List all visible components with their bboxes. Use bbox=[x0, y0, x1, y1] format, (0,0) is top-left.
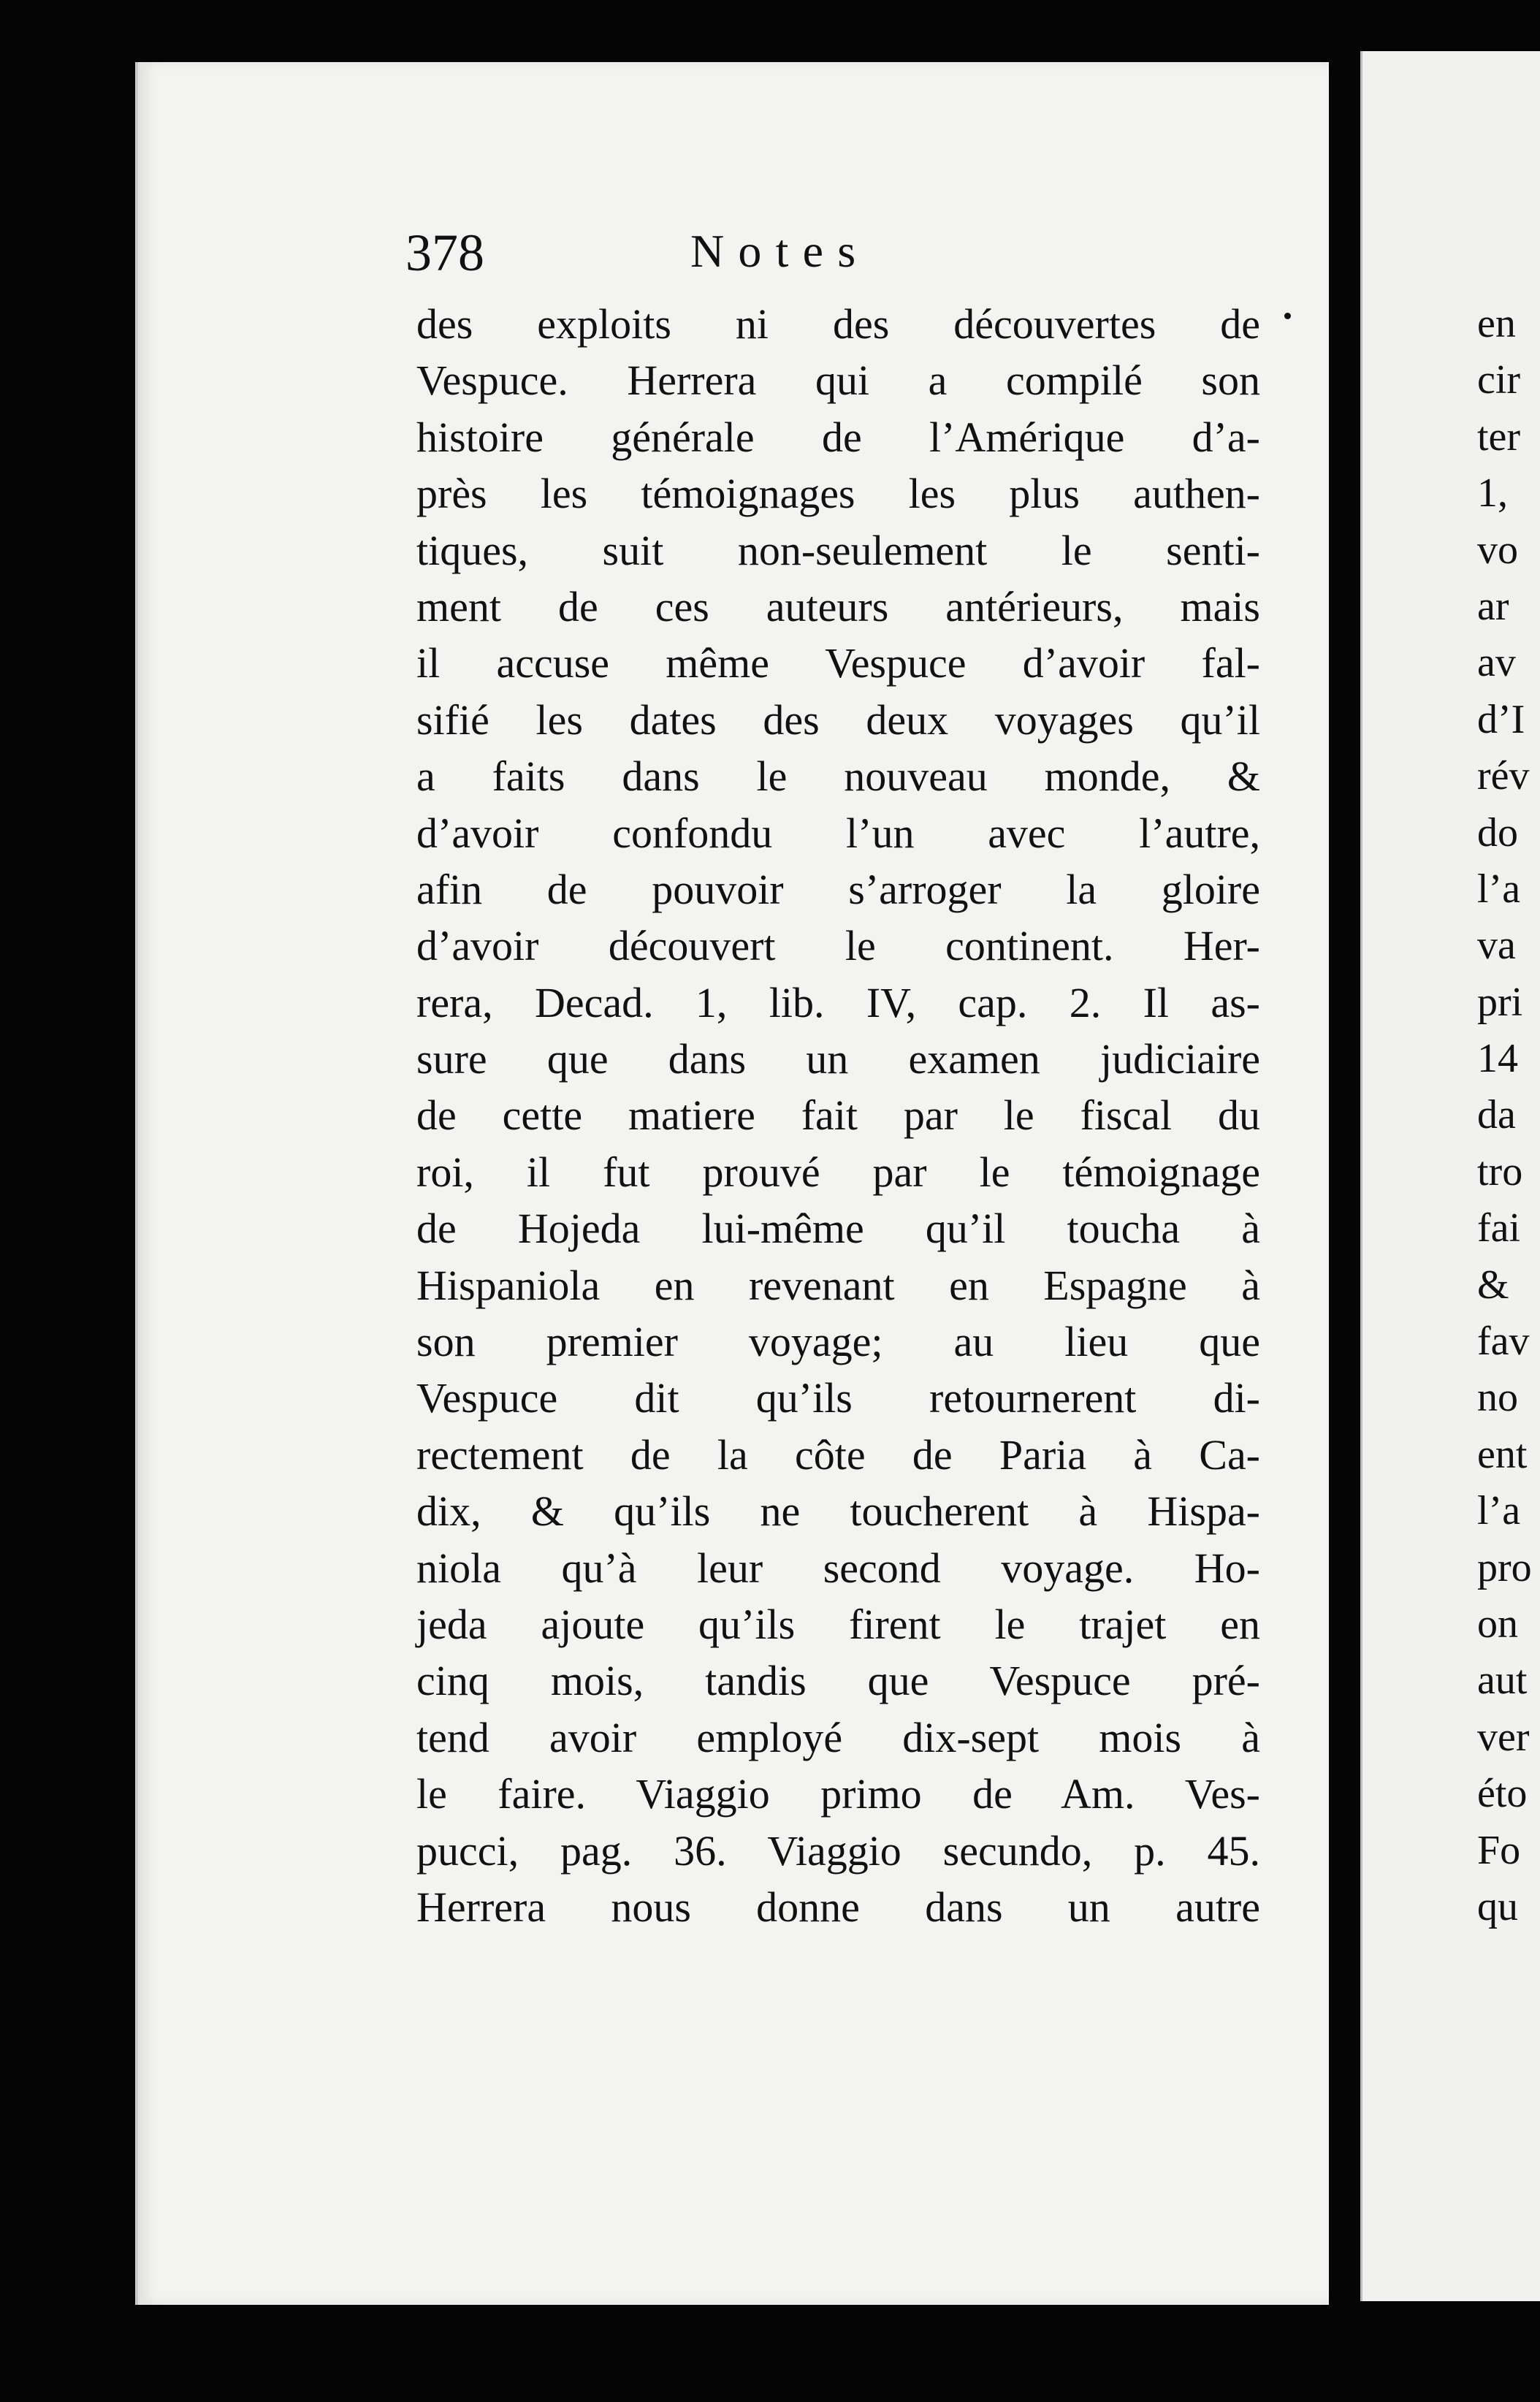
facing-line-fragment: qu bbox=[1477, 1883, 1518, 1929]
facing-line-fragment: cir bbox=[1477, 357, 1521, 403]
facing-line-fragment: 14 bbox=[1477, 1036, 1518, 1082]
text-line: rectement de la côte de Paria à Ca- bbox=[416, 1430, 1260, 1479]
text-line: Vespuce. Herrera qui a compilé son bbox=[416, 357, 1260, 405]
text-line: le faire. Viaggio primo de Am. Ves- bbox=[416, 1770, 1260, 1818]
facing-line-fragment: ter bbox=[1477, 413, 1521, 460]
facing-line-fragment: rév bbox=[1477, 753, 1530, 799]
text-line: afin de pouvoir s’arroger la gloire bbox=[416, 865, 1260, 913]
text-line: cinq mois, tandis que Vespuce pré- bbox=[416, 1657, 1260, 1705]
facing-line-fragment: Fo bbox=[1477, 1827, 1521, 1873]
facing-line-fragment: & bbox=[1477, 1262, 1509, 1308]
text-line: Vespuce dit qu’ils retournerent di- bbox=[416, 1374, 1260, 1422]
text-line: d’avoir découvert le continent. Her- bbox=[416, 922, 1260, 970]
text-line: a faits dans le nouveau monde, & bbox=[416, 752, 1260, 801]
facing-line-fragment: va bbox=[1477, 923, 1516, 969]
facing-line-fragment: en bbox=[1477, 301, 1516, 346]
facing-line-fragment: éto bbox=[1477, 1771, 1528, 1817]
text-line: pucci, pag. 36. Viaggio secundo, p. 45. bbox=[416, 1826, 1260, 1875]
facing-line-fragment: l’a bbox=[1477, 1488, 1521, 1534]
facing-line-fragment: vo bbox=[1477, 527, 1518, 573]
body-text bbox=[416, 296, 1260, 1935]
facing-line-fragment: fav bbox=[1477, 1319, 1530, 1365]
facing-page-text bbox=[1477, 296, 1540, 1935]
text-line: des exploits ni des découvertes de bbox=[416, 300, 1260, 348]
text-line: sure que dans un examen judiciaire bbox=[416, 1035, 1260, 1083]
page-number: 378 bbox=[405, 224, 484, 282]
facing-line-fragment: no bbox=[1477, 1375, 1518, 1421]
text-line: ment de ces auteurs antérieurs, mais bbox=[416, 582, 1260, 630]
text-line: niola qu’à leur second voyage. Ho- bbox=[416, 1544, 1260, 1592]
text-line: son premier voyage; au lieu que bbox=[416, 1318, 1260, 1366]
facing-line-fragment: ent bbox=[1477, 1431, 1528, 1477]
text-line: près les témoignages les plus authen- bbox=[416, 470, 1260, 518]
facing-line-fragment: ver bbox=[1477, 1714, 1530, 1760]
running-head: Notes bbox=[690, 225, 870, 277]
ink-mark bbox=[1284, 313, 1291, 319]
text-line: sifié les dates des deux voyages qu’il bbox=[416, 695, 1260, 744]
text-line: Hispaniola en revenant en Espagne à bbox=[416, 1261, 1260, 1309]
facing-line-fragment: pro bbox=[1477, 1544, 1532, 1590]
facing-line-fragment: av bbox=[1477, 640, 1516, 686]
page-header bbox=[405, 223, 1268, 281]
facing-line-fragment: l’a bbox=[1477, 866, 1521, 912]
facing-line-fragment: fai bbox=[1477, 1205, 1521, 1251]
text-line: de cette matiere fait par le fiscal du bbox=[416, 1091, 1260, 1140]
facing-line-fragment: 1, bbox=[1477, 470, 1508, 516]
text-line: dix, & qu’ils ne toucherent à Hispa- bbox=[416, 1487, 1260, 1536]
text-line: rera, Decad. 1, lib. IV, cap. 2. Il as- bbox=[416, 978, 1260, 1026]
facing-line-fragment: tro bbox=[1477, 1148, 1523, 1194]
text-line: roi, il fut prouvé par le témoignage bbox=[416, 1148, 1260, 1196]
facing-line-fragment: pri bbox=[1477, 979, 1523, 1025]
text-line: de Hojeda lui-même qu’il toucha à bbox=[416, 1205, 1260, 1253]
facing-line-fragment: aut bbox=[1477, 1658, 1528, 1704]
facing-line-fragment: on bbox=[1477, 1601, 1518, 1647]
text-line: jeda ajoute qu’ils firent le trajet en bbox=[416, 1600, 1260, 1648]
facing-line-fragment: do bbox=[1477, 809, 1518, 855]
facing-line-fragment: ar bbox=[1477, 583, 1509, 629]
facing-line-fragment: da bbox=[1477, 1092, 1516, 1138]
facing-line-fragment: d’I bbox=[1477, 696, 1525, 742]
text-line: il accuse même Vespuce d’avoir fal- bbox=[416, 639, 1260, 687]
text-line: tend avoir employé dix-sept mois à bbox=[416, 1713, 1260, 1761]
text-line: Herrera nous donne dans un autre bbox=[416, 1883, 1260, 1931]
text-line: d’avoir confondu l’un avec l’autre, bbox=[416, 809, 1260, 857]
text-line: tiques, suit non-seulement le senti- bbox=[416, 526, 1260, 574]
text-line: histoire générale de l’Amérique d’a- bbox=[416, 413, 1260, 461]
